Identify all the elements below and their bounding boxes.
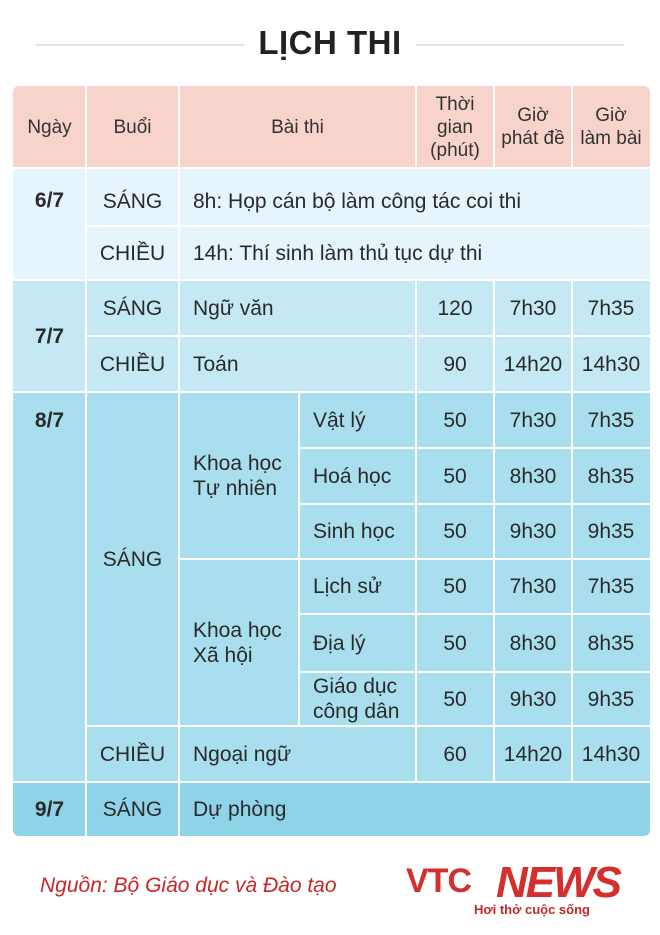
release-time-cell: 7h30 [509, 408, 557, 432]
subject-cell: Toán [193, 352, 239, 376]
header-duration-line1: Thời gian [435, 93, 475, 138]
subject-group-social-sciences [179, 559, 299, 726]
session-cell: CHIỀU [99, 241, 166, 265]
duration-cell: 60 [443, 742, 467, 766]
grid-line [299, 447, 650, 449]
subject-group-natural-sciences [179, 392, 299, 559]
header-release-line1: Giờ [517, 105, 549, 126]
release-time-cell: 8h30 [509, 631, 557, 655]
subject-cell [299, 672, 416, 726]
start-time-cell: 8h35 [587, 631, 635, 655]
logo-news-text: NEWS [496, 858, 620, 907]
session-cell: SÁNG [102, 547, 163, 571]
start-time-cell: 14h30 [581, 742, 641, 766]
release-time-cell: 7h30 [509, 575, 557, 598]
grid-line [179, 558, 650, 560]
header-day: Ngày [13, 86, 86, 168]
header-release-time [494, 86, 572, 168]
duration-cell: 50 [443, 464, 467, 488]
grid-line [493, 280, 495, 782]
subject-cell: Dự phòng [193, 797, 287, 821]
duration-cell: 90 [443, 352, 467, 376]
logo-vtc-text: VTC [406, 862, 471, 900]
group-label-line2: Tự nhiên [193, 476, 278, 500]
session-cell: CHIỀU [99, 352, 166, 376]
day-cell-4: 9/7 [34, 797, 65, 821]
grid-line [13, 781, 650, 783]
grid-line [571, 280, 573, 782]
duration-cell: 50 [443, 575, 467, 598]
header-release-line2: phát đề [501, 128, 565, 149]
day-cell-3: 8/7 [34, 408, 65, 432]
header-start-line2: làm bài [580, 128, 642, 149]
grid-line [299, 613, 650, 615]
release-time-cell: 9h30 [509, 520, 557, 543]
subject-line1: Giáo dục [313, 675, 398, 698]
release-time-cell: 9h30 [509, 687, 557, 711]
grid-line [571, 86, 573, 168]
grid-line [178, 86, 180, 836]
start-time-cell: 9h35 [587, 520, 635, 543]
header-start-time [572, 86, 650, 168]
subject-cell: Lịch sử [313, 575, 382, 598]
subject-cell: Sinh học [313, 520, 395, 543]
session-cell: SÁNG [102, 189, 163, 213]
grid-line [86, 335, 650, 337]
header-session: Buổi [86, 86, 179, 168]
grid-line [493, 86, 495, 168]
subject-cell: 14h: Thí sinh làm thủ tục dự thi [193, 241, 483, 265]
header-duration [416, 86, 494, 168]
duration-cell: 50 [443, 687, 467, 711]
subject-line2: công dân [313, 700, 400, 723]
duration-cell: 50 [443, 408, 467, 432]
header-subject: Bài thi [179, 86, 416, 168]
subject-cell: Vật lý [313, 408, 366, 432]
release-time-cell: 14h20 [503, 352, 563, 376]
grid-line [85, 86, 87, 836]
subject-cell: Hoá học [313, 464, 392, 488]
grid-line [415, 280, 417, 782]
header-duration-line2: (phút) [430, 139, 480, 161]
day-cell-1: 6/7 [34, 188, 65, 212]
subject-cell: Ngữ văn [193, 296, 274, 320]
vtc-news-logo [406, 858, 634, 918]
release-time-cell: 14h20 [503, 742, 563, 766]
duration-cell: 50 [443, 631, 467, 655]
group-label-line2: Xã hội [193, 643, 253, 667]
source-note: Nguồn: Bộ Giáo dục và Đào tạo [40, 874, 337, 897]
group-label-line1: Khoa học [193, 618, 282, 642]
group-label-line1: Khoa học [193, 451, 282, 475]
release-time-cell: 8h30 [509, 464, 557, 488]
start-time-cell: 14h30 [581, 352, 641, 376]
subject-cell: Ngoại ngữ [193, 742, 292, 766]
grid-line [299, 503, 650, 505]
duration-cell: 50 [443, 520, 467, 543]
page-title: LỊCH THI [244, 24, 415, 61]
start-time-cell: 7h35 [587, 575, 635, 598]
grid-line [86, 225, 650, 227]
grid-line [13, 279, 650, 281]
subject-cell: 8h: Họp cán bộ làm công tác coi thi [193, 189, 522, 213]
grid-line [13, 391, 650, 393]
exam-schedule-table [13, 86, 650, 836]
start-time-cell: 7h35 [587, 296, 635, 320]
session-cell: SÁNG [102, 797, 163, 821]
grid-line [415, 86, 417, 168]
subject-cell: Địa lý [313, 631, 366, 655]
grid-line [86, 725, 650, 727]
session-cell: CHIỀU [99, 742, 166, 766]
start-time-cell: 8h35 [587, 464, 635, 488]
grid-line [299, 671, 650, 673]
title-bar [0, 10, 660, 60]
grid-line [13, 167, 650, 169]
session-cell: SÁNG [102, 296, 163, 320]
day-cell-2: 7/7 [34, 324, 65, 348]
duration-cell: 120 [437, 296, 473, 320]
header-start-line1: Giờ [595, 105, 627, 126]
start-time-cell: 9h35 [587, 687, 635, 711]
start-time-cell: 7h35 [587, 408, 635, 432]
logo-tagline: Hơi thở cuộc sống [474, 902, 590, 917]
release-time-cell: 7h30 [509, 296, 557, 320]
